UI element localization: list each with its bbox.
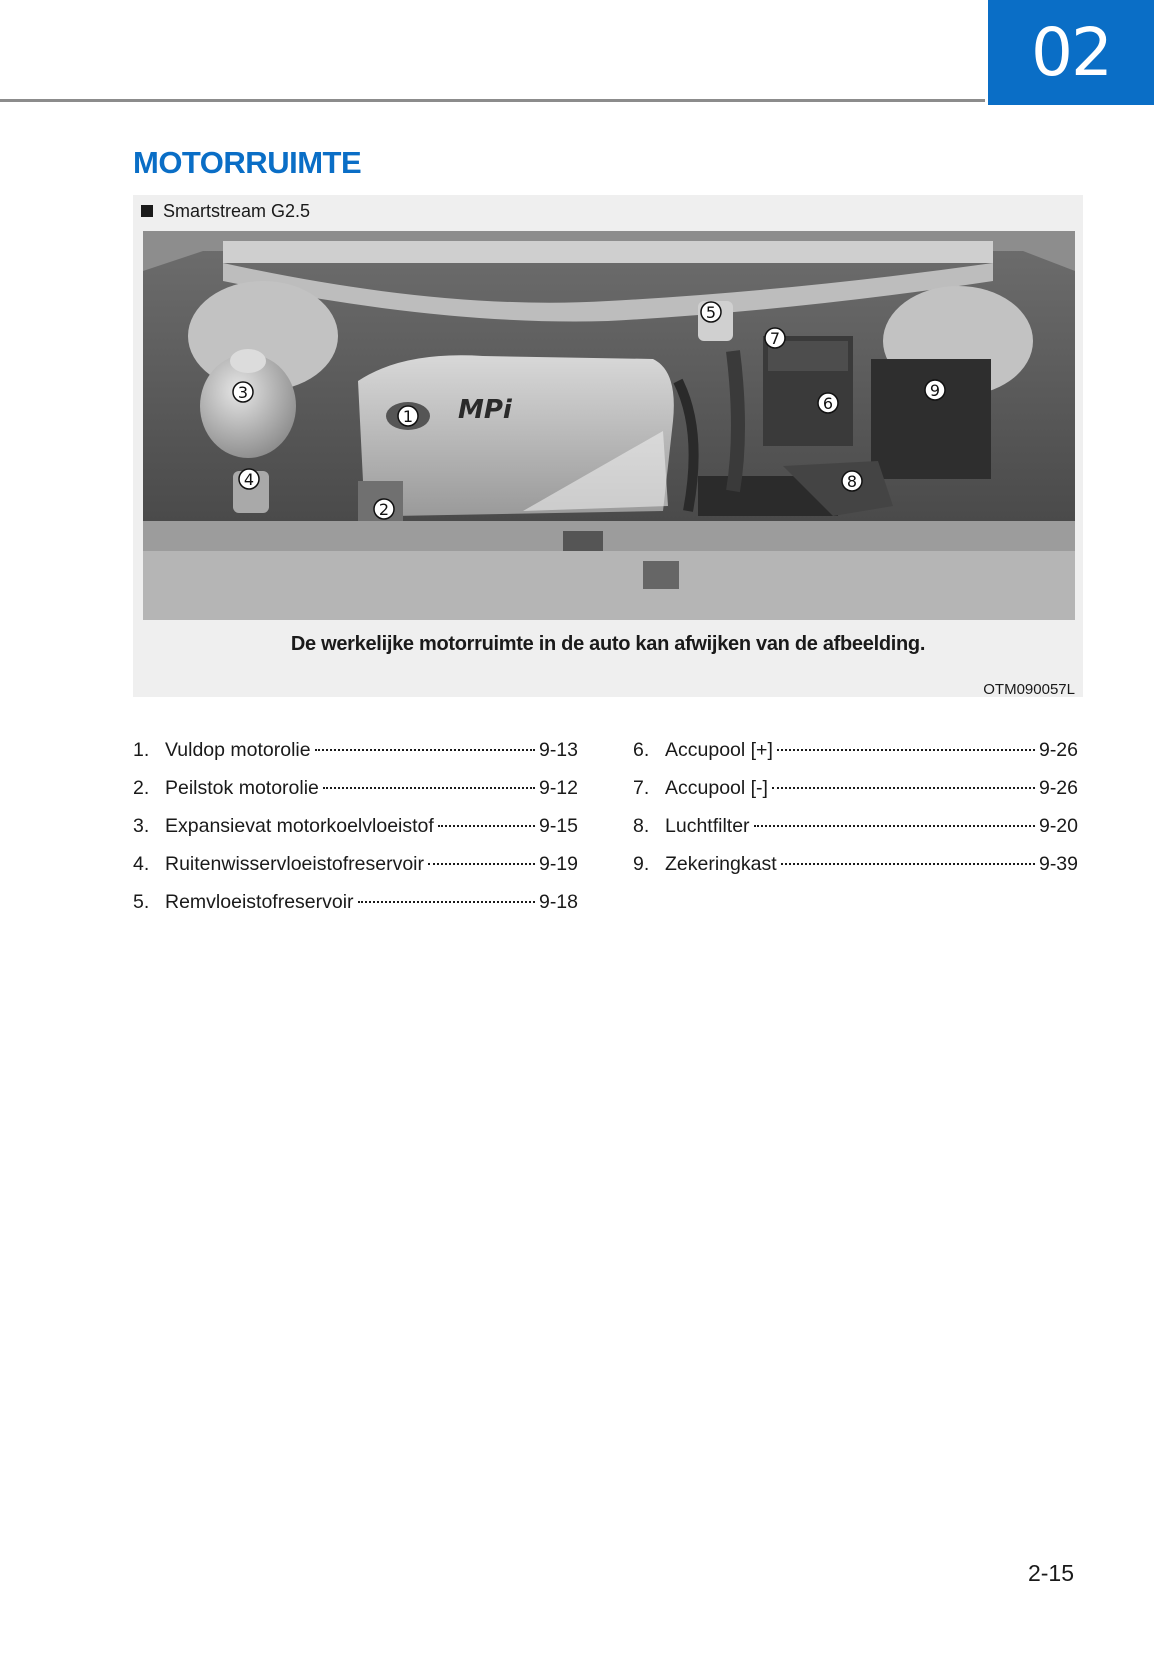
component-list-right [633,739,1078,891]
list-item-page: 9-20 [1038,815,1078,837]
figure-code: OTM090057L [983,681,1075,698]
list-item-page: 9-12 [538,777,578,799]
list-item-number: 9. [633,853,650,875]
dot-leader [323,787,535,789]
engine-variant-label: Smartstream G2.5 [163,200,311,221]
list-item [133,815,578,853]
list-item-number: 4. [133,853,150,875]
engine-badge: MPi [458,395,512,425]
svg-text:9: 9 [929,381,941,400]
dot-leader [358,901,535,903]
svg-text:4: 4 [243,470,255,489]
section-title: MOTORRUIMTE [133,145,362,180]
dot-leader [754,825,1035,827]
list-item-page: 9-15 [538,815,578,837]
engine-bay-illustration [143,231,1075,620]
list-item-number: 8. [633,815,650,837]
svg-text:5: 5 [705,303,717,322]
figure-panel [133,195,1083,697]
svg-text:7: 7 [769,329,781,348]
list-item [133,739,578,777]
list-item [133,891,578,929]
list-item-page: 9-26 [1038,739,1078,761]
list-item-label: Ruitenwisservloeistofreservoir [165,853,425,875]
callout-4 [239,469,259,489]
chapter-tab: 02 [988,0,1154,105]
list-item-label: Accupool [+] [665,739,773,761]
list-item [633,777,1078,815]
list-item-number: 7. [633,777,650,799]
dot-leader [781,863,1035,865]
list-item-page: 9-39 [1038,853,1078,875]
list-item [633,815,1078,853]
component-list-left [133,739,578,929]
list-item-page: 9-18 [538,891,578,913]
list-item-label: Expansievat motorkoelvloeistof [165,815,434,837]
svg-text:6: 6 [822,394,834,413]
dot-leader [315,749,535,751]
list-item-number: 5. [133,891,150,913]
svg-text:1: 1 [402,407,414,426]
dot-leader [777,749,1035,751]
callout-9 [925,380,945,400]
list-item [633,739,1078,777]
list-item-label: Zekeringkast [665,853,777,875]
engine-bay-drawing [143,231,1075,620]
callout-7 [765,328,785,348]
callout-6 [818,393,838,413]
svg-text:8: 8 [846,472,858,491]
list-item-page: 9-13 [538,739,578,761]
list-item-page: 9-26 [1038,777,1078,799]
header-rule [0,99,985,102]
page-number: 2-15 [1027,1560,1074,1586]
list-item-number: 2. [133,777,150,799]
list-item-label: Peilstok motorolie [165,777,319,799]
list-item [633,853,1078,891]
callout-2 [374,499,394,519]
list-item-label: Vuldop motorolie [165,739,311,761]
list-item [133,853,578,891]
callout-5 [701,302,721,322]
dot-leader [428,863,535,865]
callout-8 [842,471,862,491]
list-item-page: 9-19 [538,853,578,875]
engine-variant [141,199,310,223]
list-item-number: 1. [133,739,150,761]
dot-leader [438,825,535,827]
list-item-label: Remvloeistofreservoir [165,891,354,913]
figure-caption: De werkelijke motorruimte in de auto kan afwijken van de afbeelding. [290,633,926,655]
svg-text:3: 3 [237,383,249,402]
list-item [133,777,578,815]
list-item-label: Accupool [-] [665,777,768,799]
dot-leader [772,787,1035,789]
callout-3 [233,382,253,402]
square-bullet-icon [141,205,153,217]
svg-text:2: 2 [378,500,390,519]
list-item-number: 6. [633,739,650,761]
list-item-label: Luchtfilter [665,815,750,837]
callout-1 [398,406,418,426]
list-item-number: 3. [133,815,150,837]
